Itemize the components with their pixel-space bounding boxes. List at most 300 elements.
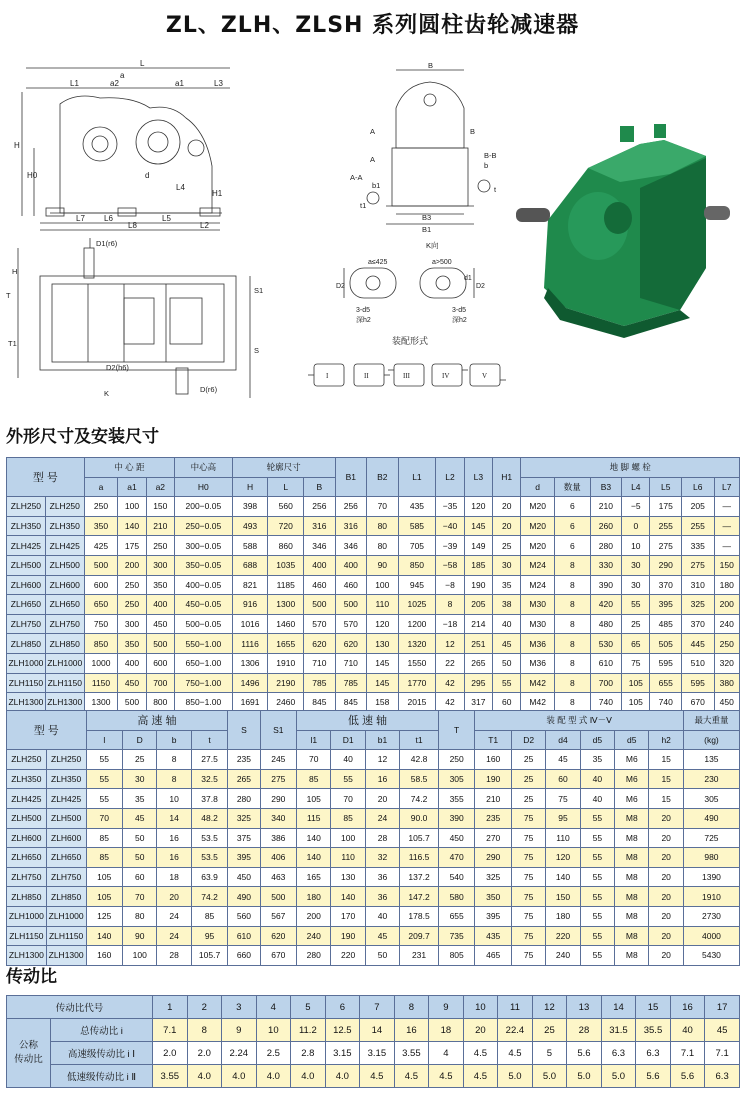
- table-cell: 24: [157, 926, 191, 946]
- dim-label-S: S: [254, 346, 260, 355]
- table-cell: 70: [331, 789, 365, 809]
- dim-label-foot-h2-left: 深h2: [356, 317, 371, 324]
- table-cell: —: [714, 516, 739, 536]
- table-cell: 80: [367, 536, 398, 556]
- table-cell: 140: [86, 926, 123, 946]
- table-row: [7, 555, 740, 575]
- table-cell: 470: [438, 848, 475, 868]
- table-row: [7, 906, 740, 926]
- model-cell: ZLH1000: [46, 906, 86, 926]
- table-row: [7, 769, 740, 789]
- table-cell: 160: [86, 946, 123, 966]
- end-view-drawing: [367, 70, 490, 224]
- table-cell: 38: [493, 595, 521, 615]
- table-cell: 150: [546, 887, 580, 907]
- table-cell: 435: [475, 926, 512, 946]
- table-cell: 450: [438, 828, 475, 848]
- ratio-cell: 4.0: [222, 1065, 257, 1088]
- table-cell: 256: [335, 497, 366, 517]
- table-cell: 8: [554, 693, 590, 713]
- table-cell: 30: [622, 555, 650, 575]
- table-cell: 110: [331, 848, 365, 868]
- subheader: 数量: [554, 477, 590, 497]
- table-row: [7, 595, 740, 615]
- table-cell: 4000: [683, 926, 739, 946]
- table-cell: 406: [260, 848, 297, 868]
- table-cell: −39: [436, 536, 464, 556]
- table-cell: 37.8: [191, 789, 228, 809]
- table-cell: 1910: [268, 653, 304, 673]
- ratio-cell: 5.6: [636, 1065, 671, 1088]
- subheader: L: [268, 477, 304, 497]
- table-cell: 55: [580, 946, 614, 966]
- table-cell: 90.0: [400, 808, 439, 828]
- table-cell: M24: [521, 575, 555, 595]
- table-cell: 60: [123, 867, 157, 887]
- subheader: a2: [146, 477, 174, 497]
- table-cell: 50: [365, 946, 399, 966]
- ratio-cell: 16: [394, 1019, 429, 1042]
- header-l1: L1: [398, 458, 436, 497]
- table-cell: 24: [365, 808, 399, 828]
- table-cell: 370: [650, 575, 681, 595]
- model-cell: ZLH1300: [46, 946, 86, 966]
- table-cell: 250−0.05: [174, 516, 232, 536]
- table-cell: 450: [228, 867, 260, 887]
- table-cell: 15: [649, 769, 683, 789]
- table-cell: 125: [86, 906, 123, 926]
- table-cell: 1035: [268, 555, 304, 575]
- product-photo: [516, 124, 730, 338]
- subheader: l1: [297, 730, 331, 750]
- table-cell: 16: [365, 769, 399, 789]
- table-cell: —: [714, 536, 739, 556]
- table-cell: 1016: [232, 614, 268, 634]
- table-cell: 395: [228, 848, 260, 868]
- table-cell: 8: [554, 673, 590, 693]
- subheader: d5: [615, 730, 649, 750]
- table-cell: 320: [714, 653, 739, 673]
- table-cell: 710: [335, 653, 366, 673]
- table-cell: 300: [146, 555, 174, 575]
- table-cell: 710: [304, 653, 335, 673]
- table-cell: 75: [511, 867, 545, 887]
- table-cell: 346: [304, 536, 335, 556]
- ratio-cell: 5.0: [567, 1065, 602, 1088]
- table-cell: 316: [335, 516, 366, 536]
- table-cell: 200: [714, 595, 739, 615]
- header-outline-size: 轮廓尺寸: [232, 458, 335, 478]
- foot-note-right: a>500: [432, 259, 452, 266]
- table-cell: 55: [580, 926, 614, 946]
- model-cell: ZLH850: [7, 887, 47, 907]
- ratio-cell: 31.5: [601, 1019, 636, 1042]
- table-cell: 40: [580, 789, 614, 809]
- model-cell: ZLH1150: [7, 926, 47, 946]
- ratio-cell: 4.0: [256, 1065, 291, 1088]
- ratio-code: 9: [429, 996, 464, 1019]
- table-cell: 55: [580, 887, 614, 907]
- table-cell: 50: [123, 828, 157, 848]
- table-row: [7, 828, 740, 848]
- dim-label-foot-d2-right: D2: [476, 283, 485, 290]
- table-row: [7, 946, 740, 966]
- table-cell: 585: [398, 516, 436, 536]
- table-cell: 280: [297, 946, 331, 966]
- label-nominal-ratio: 公称 传动比: [7, 1019, 51, 1088]
- table-cell: 1200: [398, 614, 436, 634]
- model-cell: ZLH1300: [45, 693, 84, 713]
- table-cell: 95: [546, 808, 580, 828]
- ratio-cell: 7.1: [153, 1019, 188, 1042]
- table-cell: 280: [228, 789, 260, 809]
- table-row: [7, 887, 740, 907]
- table-cell: 350: [146, 575, 174, 595]
- table-cell: 45: [546, 750, 580, 770]
- table-cell: 490: [228, 887, 260, 907]
- table-cell: 150: [146, 497, 174, 517]
- table-cell: 35: [123, 789, 157, 809]
- table-cell: 110: [546, 828, 580, 848]
- table-cell: 45: [365, 926, 399, 946]
- table-cell: 398: [232, 497, 268, 517]
- table-cell: 22: [436, 653, 464, 673]
- dim-label-a2: a2: [110, 79, 119, 88]
- table-cell: 305: [438, 769, 475, 789]
- table-cell: 785: [304, 673, 335, 693]
- table-cell: 240: [714, 614, 739, 634]
- table-cell: 24: [157, 906, 191, 926]
- table-cell: 740: [590, 693, 621, 713]
- table-cell: 260: [590, 516, 621, 536]
- section-heading-dimensions: 外形尺寸及安装尺寸: [6, 427, 159, 447]
- table-row: [7, 867, 740, 887]
- table-cell: 400−0.05: [174, 575, 232, 595]
- model-cell: ZLH750: [45, 614, 84, 634]
- table-cell: 214: [464, 614, 492, 634]
- table-cell: 560: [228, 906, 260, 926]
- table-cell: 105.7: [191, 946, 228, 966]
- ratio-cell: 35.5: [636, 1019, 671, 1042]
- subheader: L5: [650, 477, 681, 497]
- ratio-code: 6: [325, 996, 360, 1019]
- table-cell: M24: [521, 555, 555, 575]
- side-view-drawing: [22, 68, 230, 230]
- table-cell: 6: [554, 536, 590, 556]
- ratio-cell: 3.55: [394, 1042, 429, 1065]
- table-row: [7, 536, 740, 556]
- table-cell: 12: [365, 750, 399, 770]
- table-cell: 805: [438, 946, 475, 966]
- ratio-code: 15: [636, 996, 671, 1019]
- assembly-form-3: III: [403, 372, 410, 380]
- table-cell: 75: [511, 808, 545, 828]
- table-cell: 18: [157, 867, 191, 887]
- table-cell: 116.5: [400, 848, 439, 868]
- ratio-code: 11: [498, 996, 533, 1019]
- table-cell: 74.2: [191, 887, 228, 907]
- table-cell: 30: [123, 769, 157, 789]
- model-cell: ZLH250: [46, 750, 86, 770]
- table-cell: 280: [590, 536, 621, 556]
- table-cell: 100: [367, 575, 398, 595]
- ratio-code: 4: [256, 996, 291, 1019]
- table-cell: 15: [649, 789, 683, 809]
- table-cell: 600: [146, 653, 174, 673]
- ratio-cell: 25: [532, 1019, 567, 1042]
- header-ratio-code: 传动比代号: [7, 996, 153, 1019]
- ratio-cell: 6.3: [705, 1065, 740, 1088]
- header-low-speed-shaft: 低 速 轴: [297, 711, 439, 731]
- subheader: H0: [174, 477, 232, 497]
- table-cell: 85: [331, 808, 365, 828]
- model-cell: ZLH850: [46, 887, 86, 907]
- dim-label-t1: t1: [360, 201, 367, 210]
- ratio-cell: 3.55: [153, 1065, 188, 1088]
- table-cell: 600: [84, 575, 118, 595]
- table-cell: 10: [157, 789, 191, 809]
- table-cell: 800: [146, 693, 174, 713]
- table-cell: 290: [650, 555, 681, 575]
- ratio-code: 12: [532, 996, 567, 1019]
- table-cell: 500−0.05: [174, 614, 232, 634]
- table-cell: M42: [521, 693, 555, 713]
- foot-detail-drawings: [344, 268, 474, 298]
- ratio-cell: 5.6: [567, 1042, 602, 1065]
- model-cell: ZLH650: [46, 848, 86, 868]
- table-cell: 140: [297, 848, 331, 868]
- dim-label-L2: L2: [200, 221, 209, 230]
- table-cell: 490: [683, 808, 739, 828]
- ratio-cell: 2.0: [153, 1042, 188, 1065]
- table-cell: M30: [521, 614, 555, 634]
- table-cell: 55: [580, 867, 614, 887]
- table-cell: 140: [331, 887, 365, 907]
- table-cell: 340: [260, 808, 297, 828]
- ratio-cell: 8: [187, 1019, 222, 1042]
- table-cell: 1770: [398, 673, 436, 693]
- table-cell: 140: [546, 867, 580, 887]
- section-label-bb: B-B: [484, 151, 497, 160]
- table-cell: 235: [475, 808, 512, 828]
- table-cell: 570: [304, 614, 335, 634]
- model-cell: ZLH750: [7, 614, 46, 634]
- assembly-form-5: V: [482, 372, 488, 380]
- ratio-cell: 22.4: [498, 1019, 533, 1042]
- table-cell: 375: [228, 828, 260, 848]
- table-cell: 250: [84, 497, 118, 517]
- table-cell: M6: [615, 750, 649, 770]
- ratio-cell: 2.0: [187, 1042, 222, 1065]
- table-cell: 270: [475, 828, 512, 848]
- header-max-weight: 最大重量: [683, 711, 739, 731]
- table-cell: 660: [228, 946, 260, 966]
- table-cell: 100: [331, 828, 365, 848]
- ratio-cell: 40: [670, 1019, 705, 1042]
- table-cell: M8: [615, 887, 649, 907]
- table-cell: 465: [475, 946, 512, 966]
- model-cell: ZLH250: [7, 497, 46, 517]
- section-heading-ratio: 传动比: [6, 967, 57, 987]
- table-cell: 53.5: [191, 828, 228, 848]
- subheader: L6: [681, 477, 714, 497]
- header-l3: L3: [464, 458, 492, 497]
- dim-label-T1: T1: [8, 339, 17, 348]
- table-cell: 28: [157, 946, 191, 966]
- table-cell: 255: [681, 516, 714, 536]
- dim-label-L: L: [140, 59, 145, 68]
- table-cell: 655: [438, 906, 475, 926]
- table-cell: 20: [365, 789, 399, 809]
- table-row: [7, 808, 740, 828]
- table-cell: 395: [650, 595, 681, 615]
- model-cell: ZLH350: [7, 769, 47, 789]
- model-cell: ZLH1300: [7, 693, 46, 713]
- table-cell: M8: [615, 867, 649, 887]
- table-row: [7, 575, 740, 595]
- table-cell: 80: [123, 906, 157, 926]
- section-mark-b: B: [470, 127, 476, 136]
- table-cell: 750−1.00: [174, 673, 232, 693]
- table-row: [7, 634, 740, 654]
- table-cell: 325: [228, 808, 260, 828]
- dim-label-foot-d1: d1: [464, 275, 472, 282]
- table-cell: 70: [86, 808, 123, 828]
- table-cell: 40: [331, 750, 365, 770]
- model-cell: ZLH750: [46, 867, 86, 887]
- table-cell: 670: [681, 693, 714, 713]
- dim-label-foot-d2-left: D2: [336, 283, 345, 290]
- model-cell: ZLH650: [7, 848, 47, 868]
- dim-label-d: d: [145, 171, 150, 180]
- table-cell: 178.5: [400, 906, 439, 926]
- model-cell: ZLH650: [7, 595, 46, 615]
- table-cell: 25: [511, 750, 545, 770]
- table-cell: 20: [493, 516, 521, 536]
- table-cell: 740: [650, 693, 681, 713]
- dim-label-L8: L8: [128, 221, 137, 230]
- table-cell: 2190: [268, 673, 304, 693]
- subheader: d4: [546, 730, 580, 750]
- model-cell: ZLH1300: [7, 946, 47, 966]
- table-cell: 120: [546, 848, 580, 868]
- table-cell: 8: [554, 614, 590, 634]
- table-cell: 400: [335, 555, 366, 575]
- table-cell: 845: [335, 693, 366, 713]
- ratio-cell: 4.0: [187, 1065, 222, 1088]
- table-cell: 450: [118, 673, 146, 693]
- header-assembly-type: 装 配 型 式 Ⅳ－Ⅴ: [475, 711, 683, 731]
- table-cell: 945: [398, 575, 436, 595]
- table-cell: −18: [436, 614, 464, 634]
- table-cell: 55: [493, 673, 521, 693]
- subheader: B3: [590, 477, 621, 497]
- table-cell: 25: [622, 614, 650, 634]
- table-cell: 750: [84, 614, 118, 634]
- table-cell: 180: [714, 575, 739, 595]
- table-cell: 567: [260, 906, 297, 926]
- table-cell: 1025: [398, 595, 436, 615]
- table-cell: 140: [297, 828, 331, 848]
- dim-label-L4: L4: [176, 183, 185, 192]
- table-cell: 75: [511, 828, 545, 848]
- ratio-cell: 4.5: [498, 1042, 533, 1065]
- table-cell: 55: [86, 769, 123, 789]
- table-cell: 310: [681, 575, 714, 595]
- table-cell: 2730: [683, 906, 739, 926]
- table-cell: 346: [335, 536, 366, 556]
- table-cell: 105: [86, 867, 123, 887]
- dim-label-b: b: [484, 161, 489, 170]
- table-cell: 25: [511, 769, 545, 789]
- table-cell: 8: [436, 595, 464, 615]
- table-cell: 500: [84, 555, 118, 575]
- table-cell: 240: [297, 926, 331, 946]
- table-cell: 32: [365, 848, 399, 868]
- table-cell: 25: [123, 750, 157, 770]
- table-cell: 580: [438, 887, 475, 907]
- table-cell: 500: [118, 693, 146, 713]
- table-cell: 850: [398, 555, 436, 575]
- ratio-code: 8: [394, 996, 429, 1019]
- ratio-code: 14: [601, 996, 636, 1019]
- table-cell: 85: [191, 906, 228, 926]
- table-cell: 205: [681, 497, 714, 517]
- table-cell: 10: [622, 536, 650, 556]
- subheader: D2: [511, 730, 545, 750]
- table-row: [7, 497, 740, 517]
- table-cell: 1116: [232, 634, 268, 654]
- table-cell: 55: [86, 750, 123, 770]
- ratio-code: 13: [567, 996, 602, 1019]
- ratio-code: 3: [222, 996, 257, 1019]
- table-cell: 210: [146, 516, 174, 536]
- table-row: [7, 750, 740, 770]
- table-cell: 425: [84, 536, 118, 556]
- table-cell: 785: [335, 673, 366, 693]
- subheader-weight-unit: (kg): [683, 730, 739, 750]
- table-cell: 295: [464, 673, 492, 693]
- table-cell: 32.5: [191, 769, 228, 789]
- table-cell: 1496: [232, 673, 268, 693]
- table-cell: 120: [464, 497, 492, 517]
- table-cell: −58: [436, 555, 464, 575]
- dim-label-b1: b1: [372, 181, 381, 190]
- table-cell: 55: [580, 906, 614, 926]
- view-label-k: K向: [426, 241, 439, 250]
- table-cell: 500: [335, 595, 366, 615]
- table-cell: M42: [521, 673, 555, 693]
- dimensions-table-body: [7, 497, 740, 713]
- table-cell: 16: [157, 828, 191, 848]
- table-cell: 350−0.05: [174, 555, 232, 575]
- table-cell: 130: [331, 867, 365, 887]
- header-b1: B1: [335, 458, 366, 497]
- table-cell: M8: [615, 848, 649, 868]
- table-cell: 137.2: [400, 867, 439, 887]
- ratio-cell: 18: [429, 1019, 464, 1042]
- table-cell: 20: [649, 887, 683, 907]
- subheader: b1: [365, 730, 399, 750]
- table-cell: 251: [464, 634, 492, 654]
- table-cell: 355: [438, 789, 475, 809]
- ratio-cell: 9: [222, 1019, 257, 1042]
- ratio-table: [6, 995, 740, 1088]
- table-cell: 75: [511, 887, 545, 907]
- table-cell: 735: [438, 926, 475, 946]
- table-cell: 30: [622, 575, 650, 595]
- ratio-cell: 4.5: [463, 1065, 498, 1088]
